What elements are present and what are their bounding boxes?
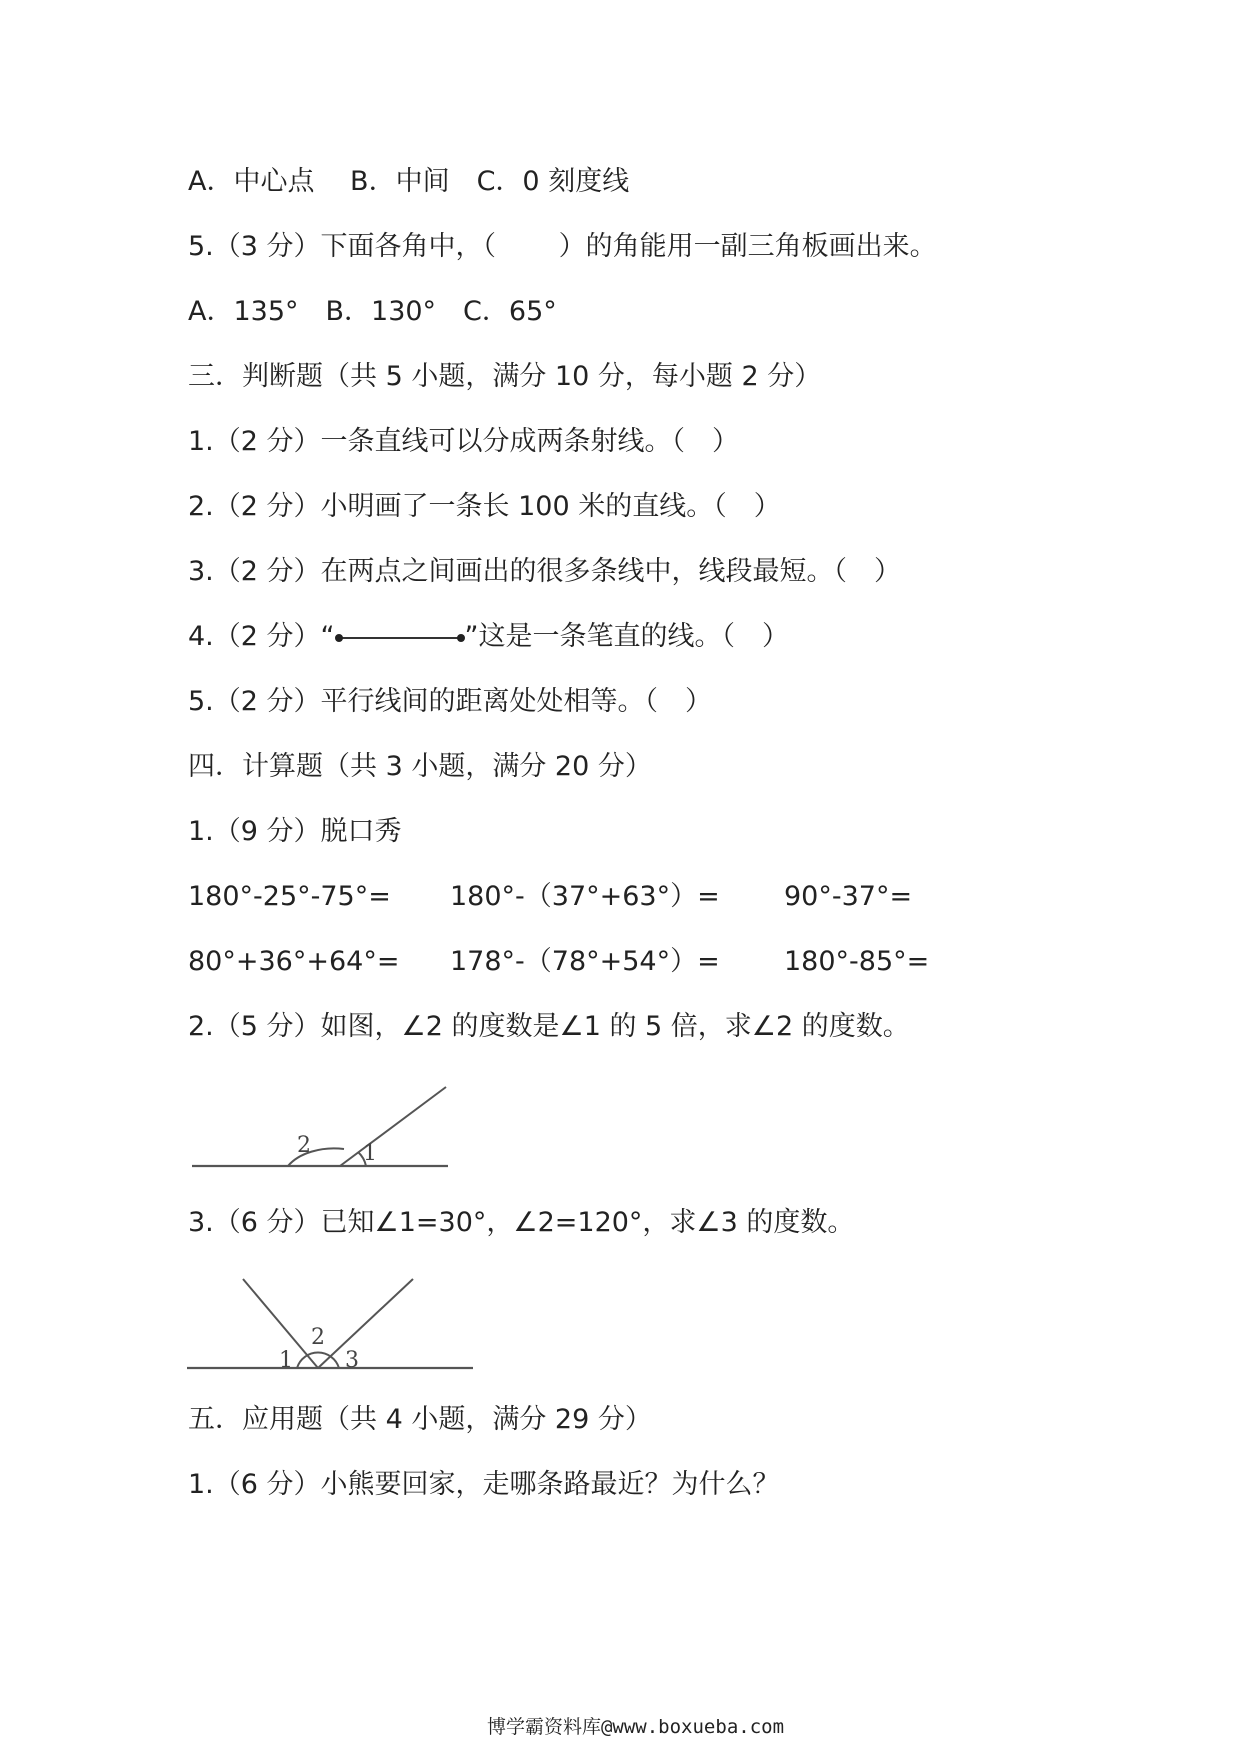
angle-1-label: 1: [279, 1348, 293, 1373]
judge-question-3: 3.（2 分）在两点之间画出的很多条线中，线段最短。（ ）: [188, 556, 902, 587]
judge-question-4-prefix: 4.（2 分）“: [188, 621, 335, 652]
watermark-footer: 博学霸资料库@www.boxueba.com: [486, 1716, 785, 1738]
option-line-q5: A．135° B．130° C．65°: [188, 296, 557, 327]
calc-expr: 180°-25°-75°=: [188, 881, 391, 912]
section-3-heading: 三．判断题（共 5 小题，满分 10 分，每小题 2 分）: [188, 361, 822, 392]
calc-question-2: 2.（5 分）如图，∠2 的度数是∠1 的 5 倍，求∠2 的度数。: [188, 1011, 910, 1042]
angle-2-label: 2: [297, 1133, 311, 1158]
calc-expr: 90°-37°=: [784, 881, 913, 912]
judge-question-2: 2.（2 分）小明画了一条长 100 米的直线。（ ）: [188, 491, 781, 522]
calc-question-1: 1.（9 分）脱口秀: [188, 816, 402, 847]
calc-expr: 180°-（37°+63°）=: [450, 881, 720, 912]
judge-question-5: 5.（2 分）平行线间的距离处处相等。（ ）: [188, 686, 713, 717]
angle-2-label: 2: [311, 1325, 325, 1350]
calc-expr: 178°-（78°+54°）=: [450, 946, 720, 977]
calc-question-3: 3.（6 分）已知∠1=30°，∠2=120°，求∠3 的度数。: [188, 1207, 855, 1238]
question-5: 5.（3 分）下面各角中，（ ）的角能用一副三角板画出来。: [188, 231, 937, 262]
line-segment-icon: [335, 628, 465, 648]
angle-figure-1: [186, 1075, 456, 1175]
ray: [340, 1087, 446, 1166]
right-ray: [318, 1279, 413, 1368]
angle-1-label: 1: [363, 1141, 377, 1166]
calc-expr: 180°-85°=: [784, 946, 930, 977]
section-5-heading: 五．应用题（共 4 小题，满分 29 分）: [188, 1404, 652, 1435]
judge-question-4-suffix: ”这是一条笔直的线。（ ）: [464, 621, 790, 652]
angle-3-label: 3: [345, 1348, 359, 1373]
judge-question-4: [188, 619, 789, 655]
word-problem-1: 1.（6 分）小熊要回家，走哪条路最近？为什么？: [188, 1469, 780, 1500]
option-line-q4: A．中心点 B．中间 C．0 刻度线: [188, 166, 630, 197]
judge-question-1: 1.（2 分）一条直线可以分成两条射线。（ ）: [188, 426, 740, 457]
section-4-heading: 四．计算题（共 3 小题，满分 20 分）: [188, 751, 652, 782]
angle-figure-2: [183, 1265, 483, 1380]
calc-expr: 80°+36°+64°=: [188, 946, 400, 977]
